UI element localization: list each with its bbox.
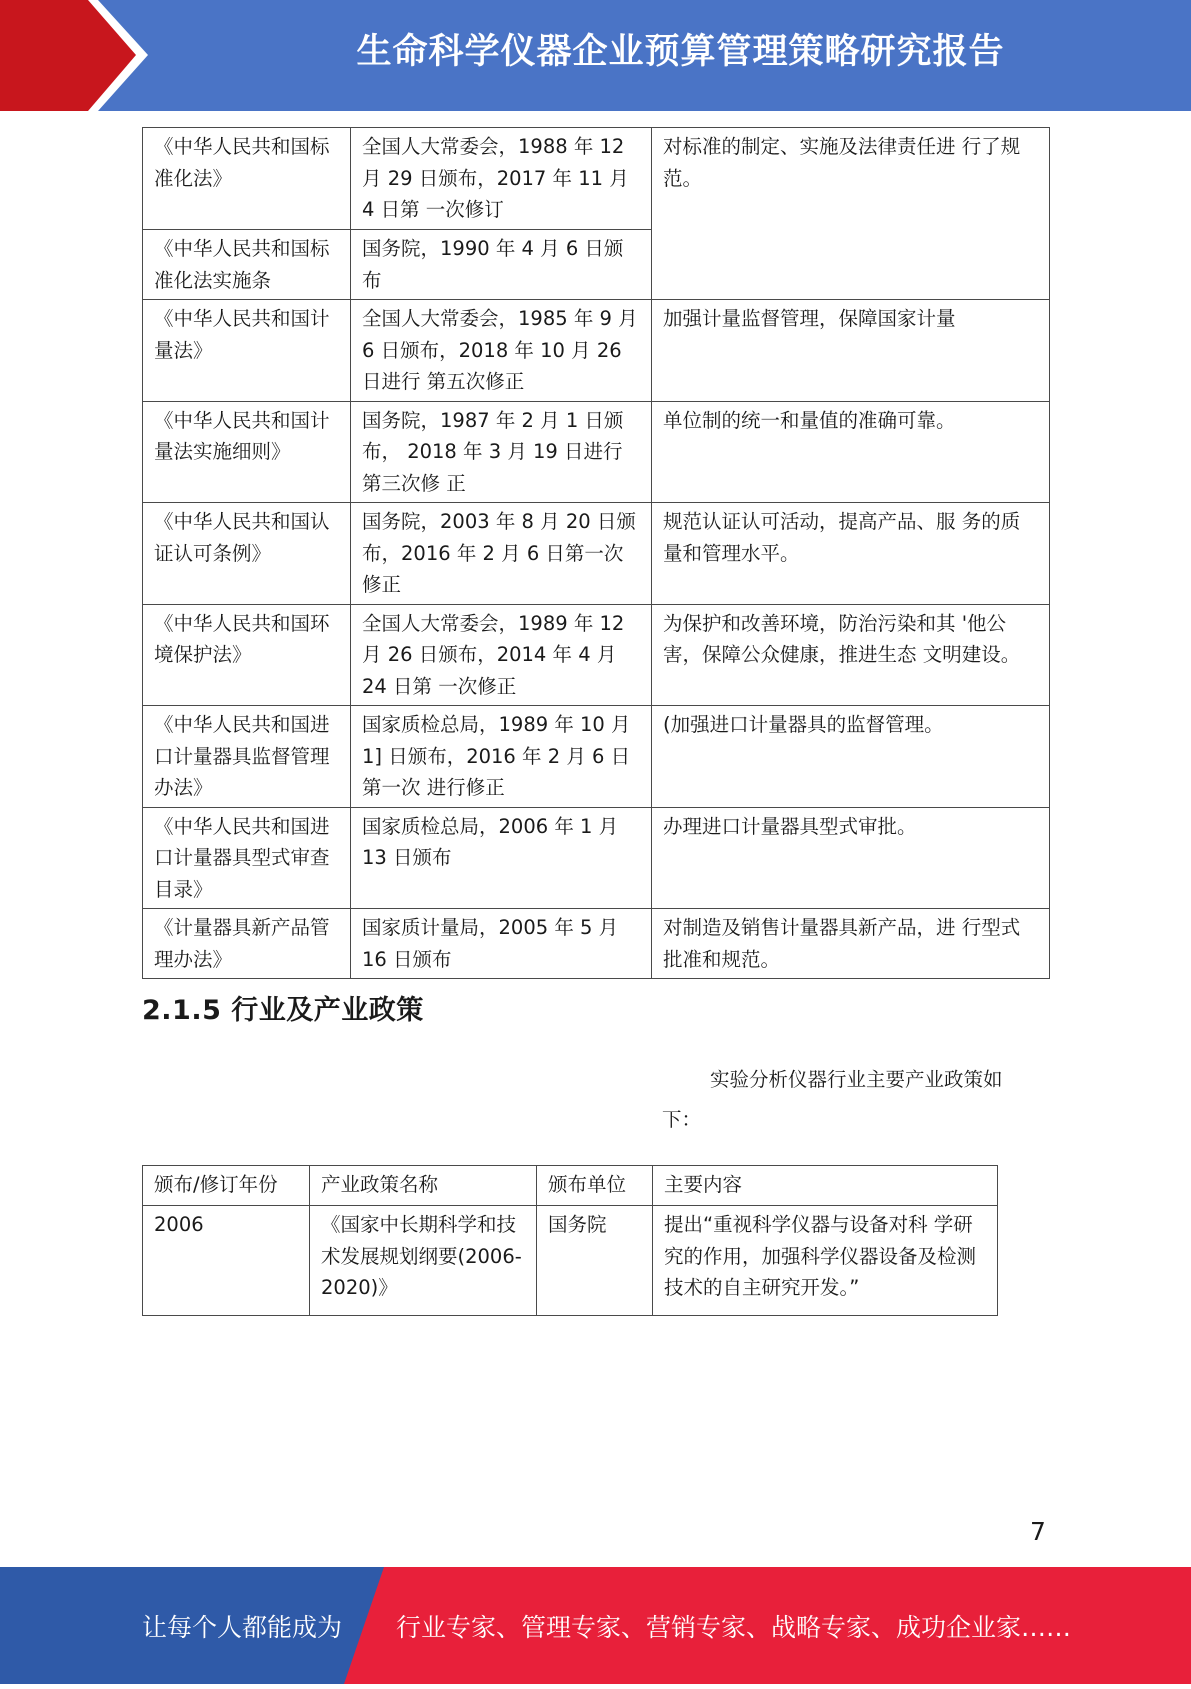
table-row [143,706,1050,808]
page-number: 7 [1030,1517,1046,1546]
law-name: 《中华人民共和国标 准化法实施条 [143,230,351,300]
law-name: 《计量器具新产品管 理办法》 [143,909,351,979]
table-row [143,128,1050,230]
law-issuance: 全国人大常委会，1989 年 12 月 26 日颁布，2014 年 4 月 24 日第 一次修正 [351,604,652,706]
law-issuance: 国家质检总局，2006 年 1 月 13 日颁布 [351,807,652,909]
law-name: 《中华人民共和国进 口计量器具监督管理 办法》 [143,706,351,808]
law-purpose: (加强进口计量器具的监督管理。 [652,706,1050,808]
law-purpose: 办理进口计量器具型式审批。 [652,807,1050,909]
section-heading: 2.1.5 行业及产业政策 [142,995,424,1026]
law-issuance: 国务院，1987 年 2 月 1 日颁布， 2018 年 3 月 19 日进行第三次修 正 [351,401,652,503]
footer-bar [0,1567,1191,1684]
table-row [143,503,1050,605]
law-issuance: 国务院，2003 年 8 月 20 日颁布，2016 年 2 月 6 日第一次修正 [351,503,652,605]
section-intro: 实验分析仪器行业主要产业政策如下： [662,1068,1003,1131]
header-chevron-icon [0,0,160,111]
law-issuance: 全国人大常委会，1988 年 12 月 29 日颁布，2017 年 11 月 4 日第 一次修订 [351,128,652,230]
header-bar [0,0,1191,111]
law-purpose: 单位制的统一和量值的准确可靠。 [652,401,1050,503]
law-name: 《中华人民共和国计 量法》 [143,300,351,402]
table-row [143,807,1050,909]
law-issuance: 国家质检总局，1989 年 10 月 1] 日颁布，2016 年 2 月 6 日第一次 进行修正 [351,706,652,808]
law-table [142,127,1050,979]
table-row [143,1206,998,1316]
law-issuance: 国务院，1990 年 4 月 6 日颁布 [351,230,652,300]
law-purpose: 加强计量监督管理，保障国家计量 [652,300,1050,402]
law-name: 《中华人民共和国标 准化法》 [143,128,351,230]
column-header: 颁布/修订年份 [143,1166,310,1206]
column-header: 颁布单位 [537,1166,653,1206]
table-row [143,909,1050,979]
table-header-row [143,1166,998,1206]
law-purpose: 对标准的制定、实施及法律责任进 行了规范。 [652,128,1050,300]
law-name: 《中华人民共和国环 境保护法》 [143,604,351,706]
law-name: 《中华人民共和国计 量法实施细则》 [143,401,351,503]
footer-slogan-left: 让每个人都能成为 [142,1613,343,1642]
table-row [143,300,1050,402]
policy-unit: 国务院 [537,1206,653,1316]
law-name: 《中华人民共和国认 证认可条例》 [143,503,351,605]
law-issuance: 全国人大常委会，1985 年 9 月 6 日颁布，2018 年 10 月 26 日进行 第五次修正 [351,300,652,402]
law-name: 《中华人民共和国进 口计量器具型式审查 目录》 [143,807,351,909]
column-header: 主要内容 [653,1166,998,1206]
column-header: 产业政策名称 [310,1166,537,1206]
report-title: 生命科学仪器企业预算管理策略研究报告 [356,32,1005,72]
footer-slogan-right: 行业专家、管理专家、营销专家、战略专家、成功企业家…… [396,1613,1072,1642]
table-row [143,604,1050,706]
policy-year: 2006 [143,1206,310,1316]
law-purpose: 对制造及销售计量器具新产品，进 行型式批准和规范。 [652,909,1050,979]
law-purpose: 规范认证认可活动，提高产品、服 务的质量和管理水平。 [652,503,1050,605]
law-purpose: 为保护和改善环境，防治污染和其 '他公害，保障公众健康，推进生态 文明建设。 [652,604,1050,706]
law-issuance: 国家质计量局，2005 年 5 月 16 日颁布 [351,909,652,979]
table-row [143,401,1050,503]
policy-name: 《国家中长期科学和技术发展规划纲要(2006-2020)》 [310,1206,537,1316]
policy-table [142,1165,998,1316]
policy-content: 提出“重视科学仪器与设备对科 学研究的作用，加强科学仪器设备及检测技术的自主研究开发。” [653,1206,998,1316]
